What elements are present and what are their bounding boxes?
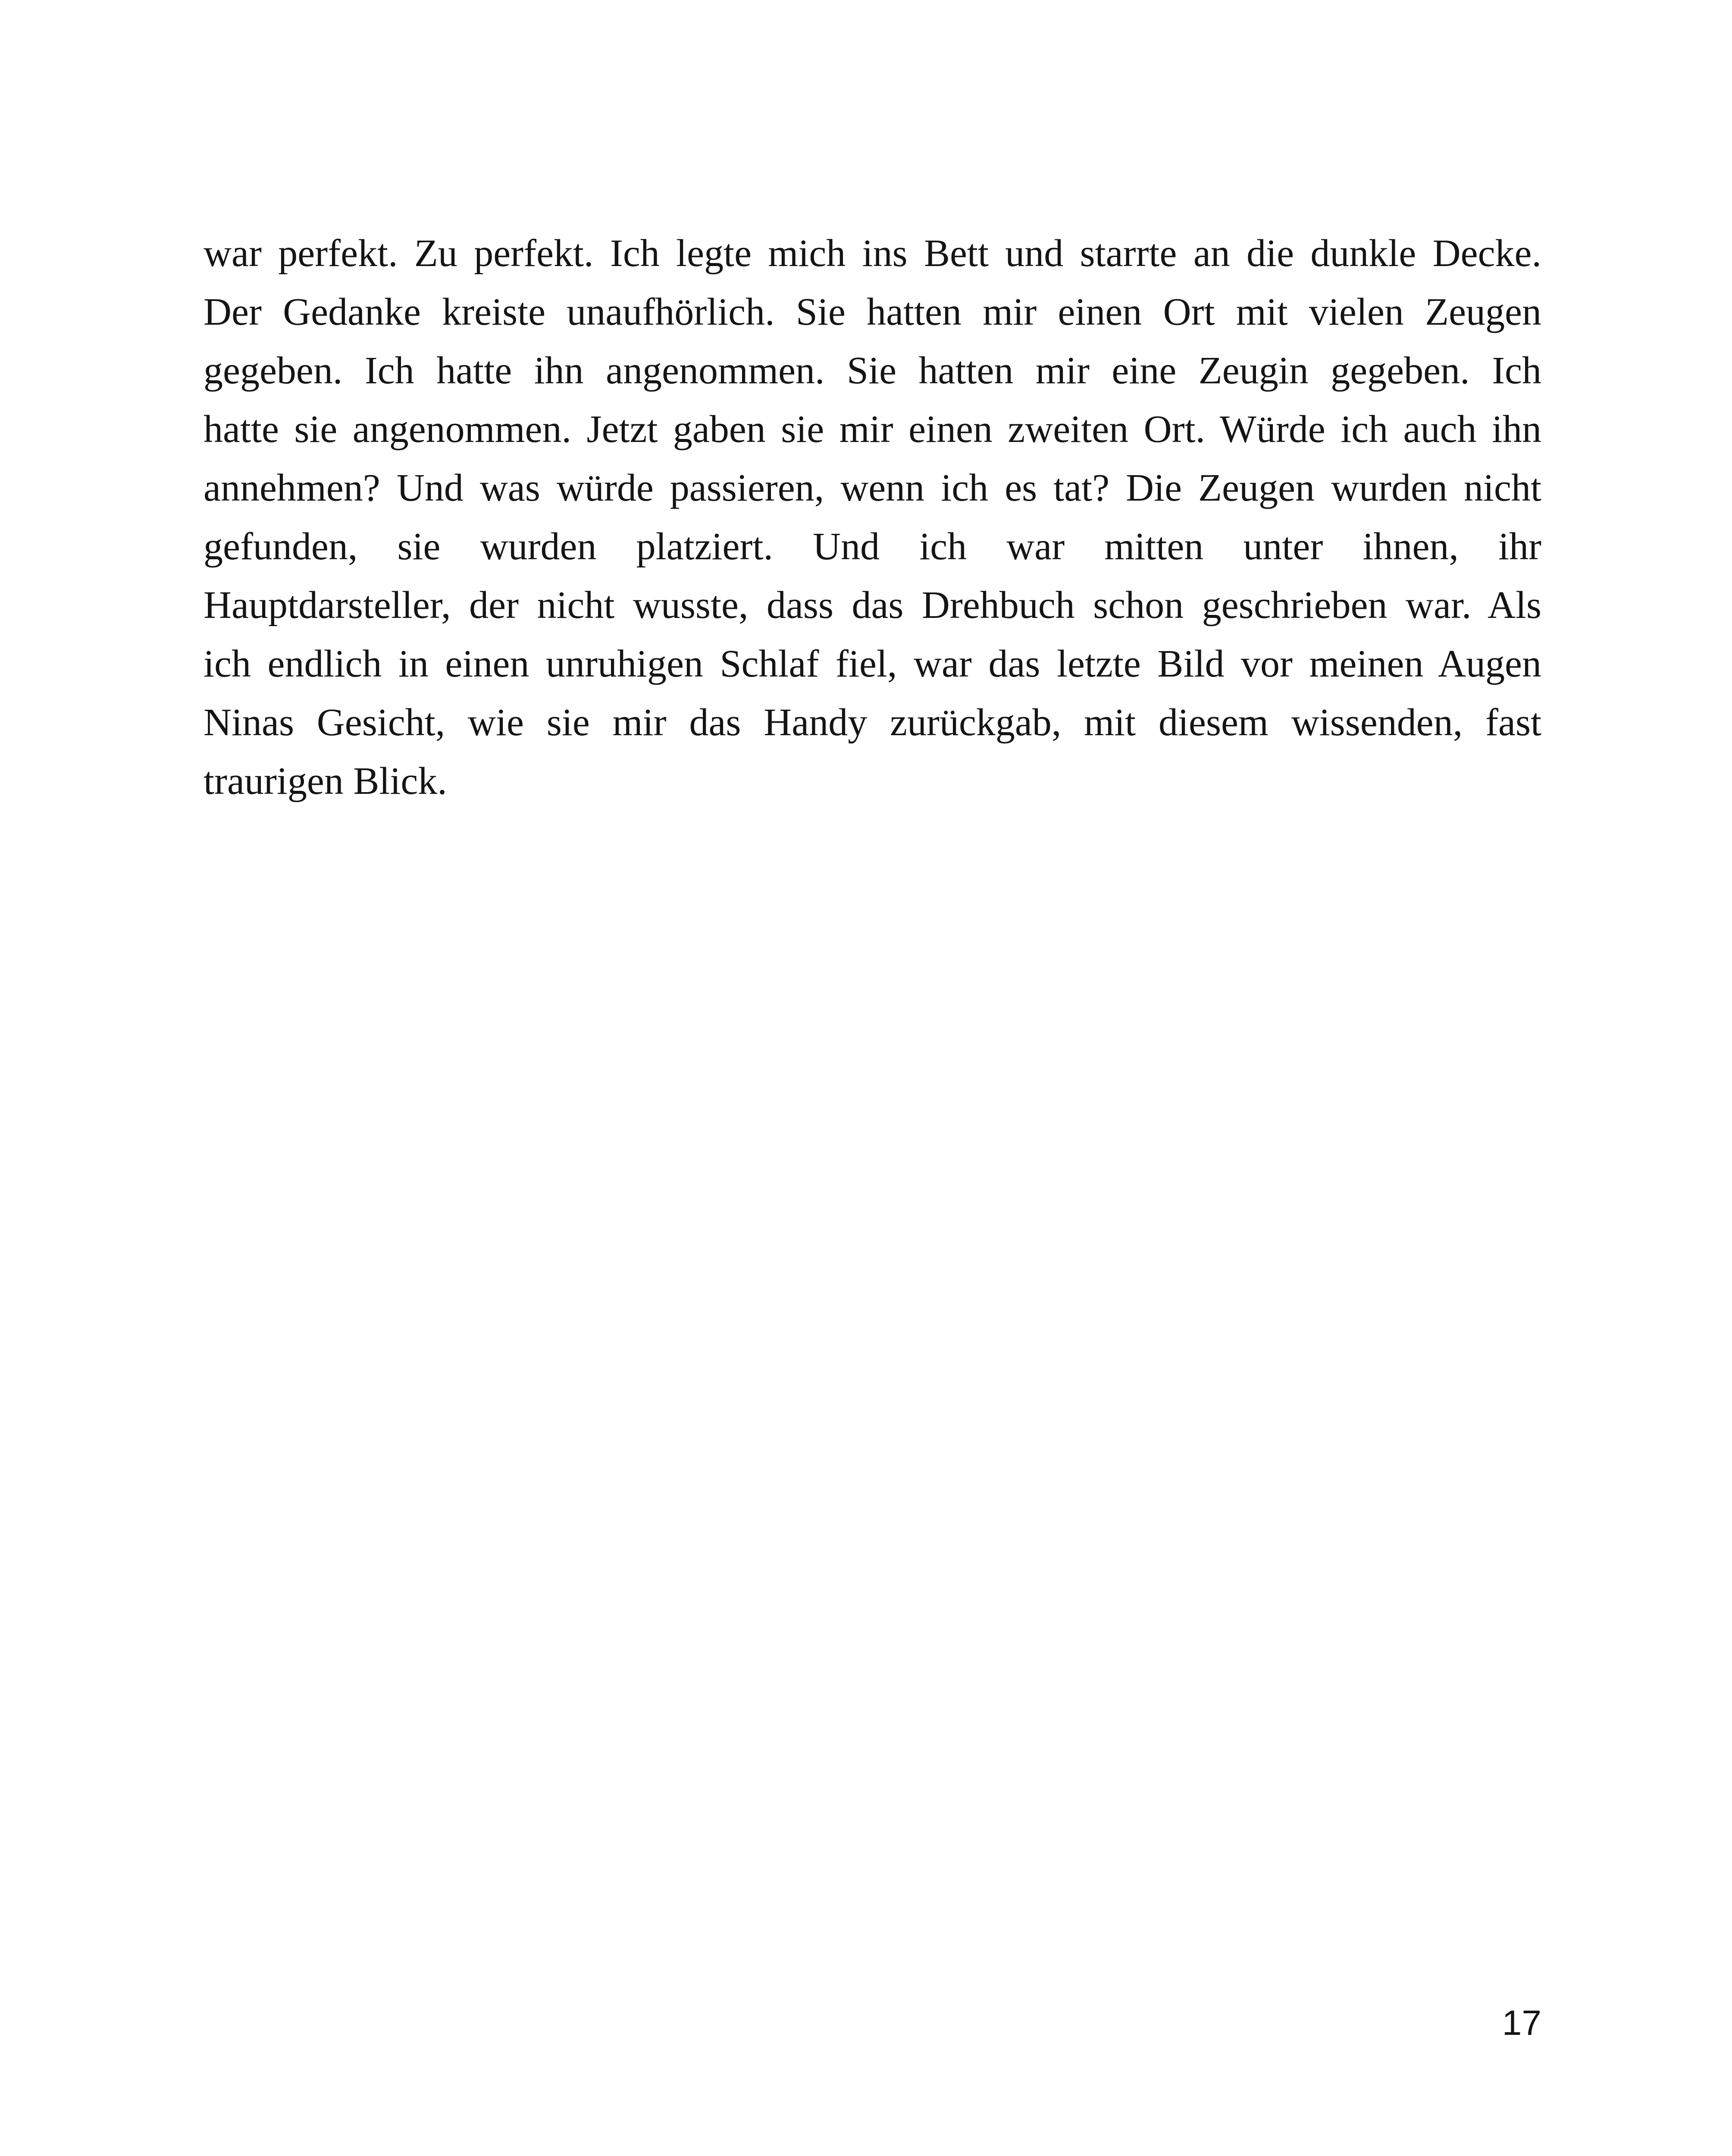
paragraph-line: gefunden, sie wurden platziert. Und ich war mitten unter ihnen, ihr <box>204 525 1541 568</box>
paragraph-line: Hauptdarsteller, der nicht wusste, dass das Drehbuch schon geschrieben war. Als <box>204 584 1541 627</box>
paragraph-line: annehmen? Und was würde passieren, wenn ich es tat? Die Zeugen wurden nicht <box>204 467 1541 509</box>
paragraph-line: traurigen Blick. <box>204 760 447 802</box>
body-paragraph <box>204 224 1541 811</box>
paragraph-line: hatte sie angenommen. Jetzt gaben sie mir einen zweiten Ort. Würde ich auch ihn <box>204 408 1541 451</box>
page-number: 17 <box>1502 2003 1541 2043</box>
paragraph-line: gegeben. Ich hatte ihn angenommen. Sie hatten mir eine Zeugin gegeben. Ich <box>204 349 1541 392</box>
paragraph-line: Ninas Gesicht, wie sie mir das Handy zurückgab, mit diesem wissenden, fast <box>204 701 1541 744</box>
paragraph-line: war perfekt. Zu perfekt. Ich legte mich ins Bett und starrte an die dunkle Decke. <box>204 232 1541 275</box>
paragraph-line: ich endlich in einen unruhigen Schlaf fiel, war das letzte Bild vor meinen Augen <box>204 642 1541 685</box>
paragraph-line: Der Gedanke kreiste unaufhörlich. Sie hatten mir einen Ort mit vielen Zeugen <box>204 291 1541 333</box>
